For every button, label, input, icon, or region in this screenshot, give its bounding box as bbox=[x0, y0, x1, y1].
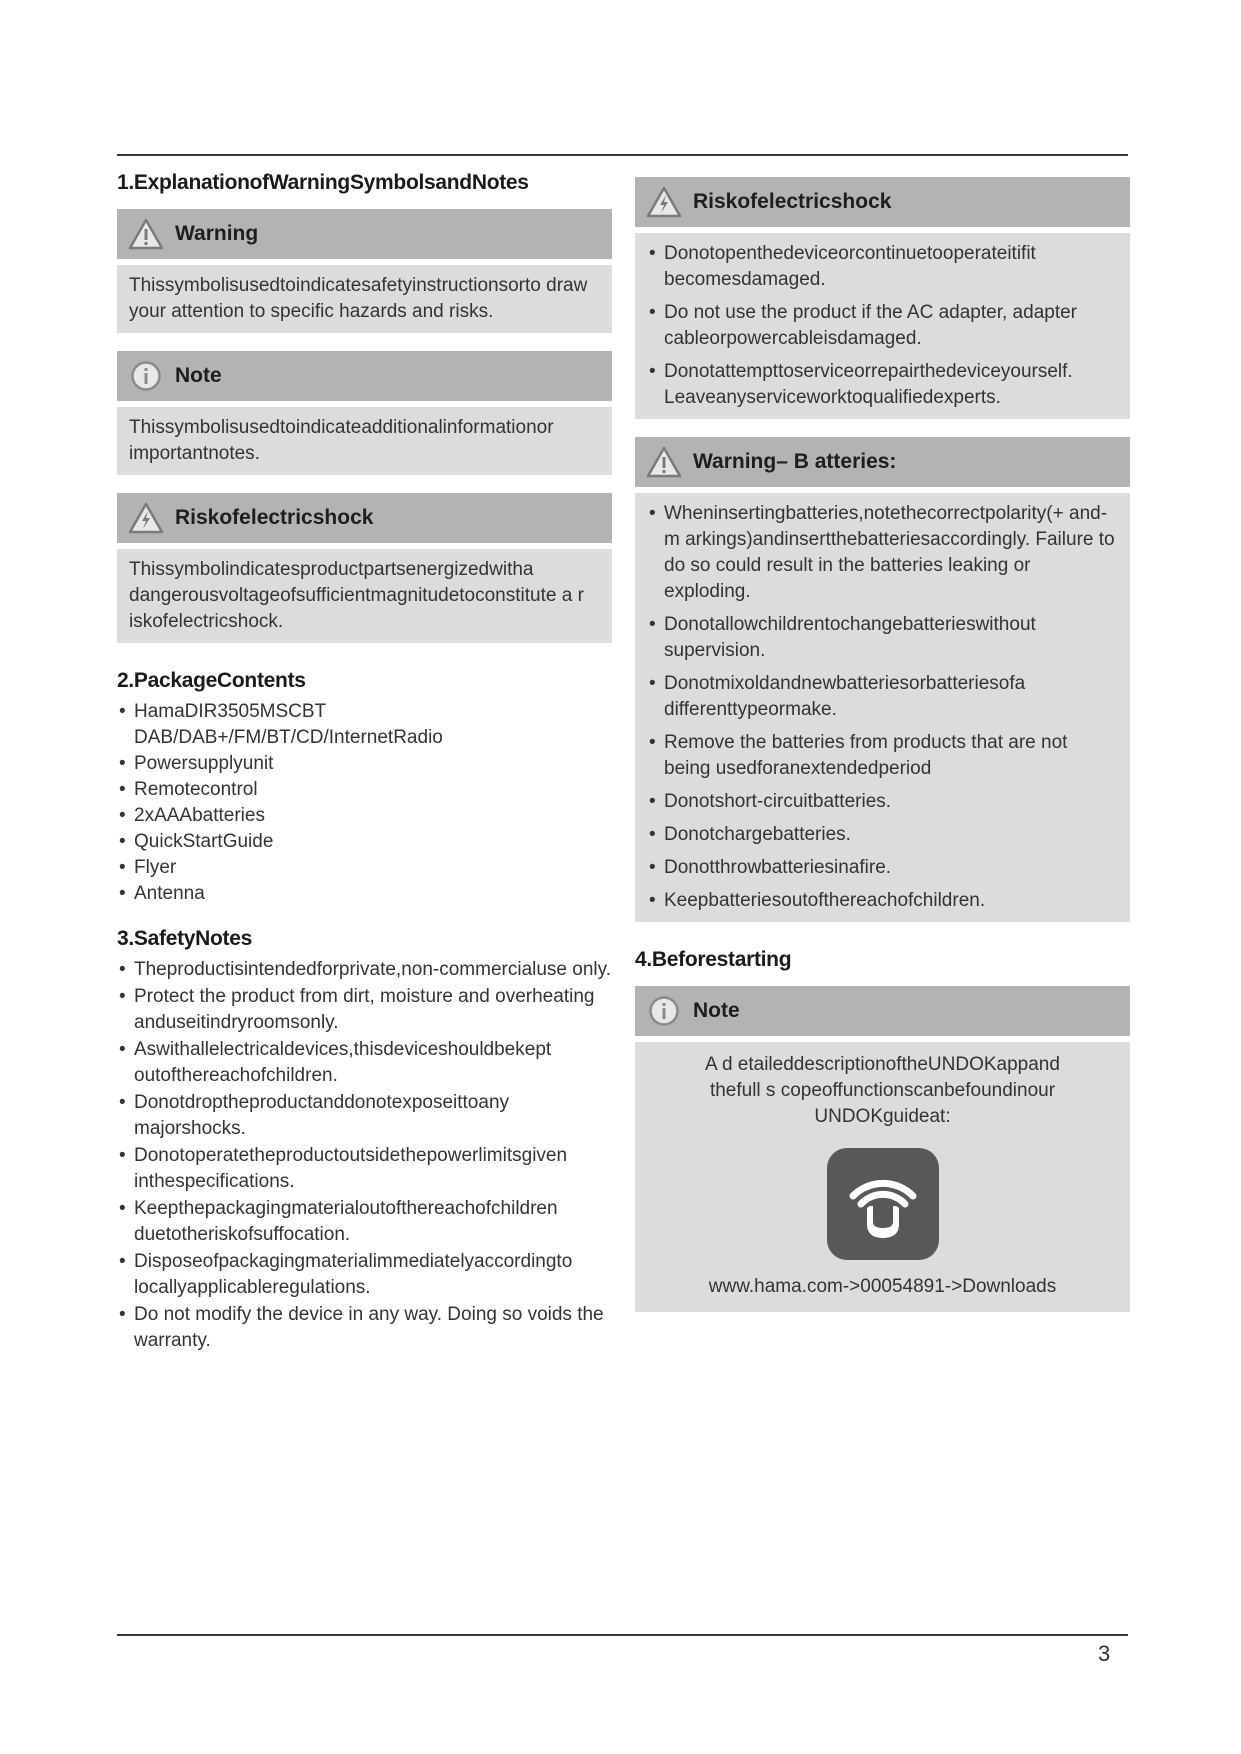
warning-box-title: Warning bbox=[175, 222, 259, 245]
shock-box-text: Thissymbolindicatesproductpartsenergizedwitha dangerousvoltageofsufficientmagnitudetoconstitute a r iskofelectricshock. bbox=[117, 549, 612, 643]
info-circle-icon bbox=[645, 994, 683, 1028]
section-4-title: 4.Beforestarting bbox=[635, 948, 792, 971]
note-line: thefull s copeoffunctionscanbefoundinour bbox=[709, 1080, 1056, 1101]
shock-box-title: Riskofelectricshock bbox=[175, 506, 374, 529]
batteries-box-header bbox=[635, 437, 1130, 487]
list-item: • Powersupplyunit bbox=[117, 751, 612, 777]
right-shock-box-header bbox=[635, 177, 1130, 227]
battery-notes-list bbox=[647, 501, 1118, 914]
page-number: 3 bbox=[1098, 1641, 1111, 1666]
download-link[interactable]: www.hama.com->00054891->Downloads bbox=[708, 1276, 1057, 1297]
bottom-rule bbox=[117, 1634, 1128, 1636]
note-box-title: Note bbox=[175, 364, 222, 387]
list-item: • Remove the batteries from products that are not being usedforanextendedperiod bbox=[647, 730, 1118, 782]
list-item: • Remotecontrol bbox=[117, 777, 612, 803]
warning-box bbox=[117, 209, 612, 333]
info-circle-icon bbox=[127, 359, 165, 393]
package-contents-list bbox=[117, 699, 612, 907]
right-column bbox=[635, 177, 1130, 1312]
list-item: • QuickStartGuide bbox=[117, 829, 612, 855]
list-item: • Donotallowchildrentochangebatterieswithout supervision. bbox=[647, 612, 1118, 664]
shock-box-header bbox=[117, 493, 612, 543]
undok-app-icon bbox=[827, 1148, 939, 1260]
electric-shock-icon bbox=[645, 185, 683, 219]
list-item: • Wheninsertingbatteries,notethecorrectpolarity(+ and- m arkings)andinsertthebatteriesaccordingly. Failure to do so could result in the batteries leaking or exploding. bbox=[647, 501, 1118, 605]
warning-triangle-icon bbox=[645, 445, 683, 479]
left-column bbox=[117, 171, 612, 1355]
before-start-note-body bbox=[635, 1042, 1130, 1312]
before-start-note-header bbox=[635, 986, 1130, 1036]
list-item: • Aswithallelectricaldevices,thisdeviceshouldbekept outofthereachofchildren. bbox=[117, 1037, 612, 1089]
list-item: • 2xAAAbatteries bbox=[117, 803, 612, 829]
list-item: • Donotmixoldandnewbatteriesorbatteriesofa differenttypeormake. bbox=[647, 671, 1118, 723]
list-item: • Antenna bbox=[117, 881, 612, 907]
shock-notes-list bbox=[647, 241, 1118, 411]
note-line: A d etaileddescriptionoftheUNDOKappand bbox=[705, 1054, 1060, 1075]
batteries-box bbox=[635, 437, 1130, 922]
section-3-title: 3.SafetyNotes bbox=[117, 927, 252, 950]
right-shock-box-title: Riskofelectricshock bbox=[693, 190, 892, 213]
batteries-box-title: Warning– B atteries: bbox=[693, 450, 897, 473]
right-shock-box-body bbox=[635, 233, 1130, 419]
before-start-note-title: Note bbox=[693, 999, 740, 1022]
list-item: • Theproductisintendedforprivate,non-commercialuse only. bbox=[117, 957, 612, 983]
list-item: • Flyer bbox=[117, 855, 612, 881]
batteries-box-body bbox=[635, 493, 1130, 922]
electric-shock-icon bbox=[127, 501, 165, 535]
right-shock-box bbox=[635, 177, 1130, 419]
shock-box bbox=[117, 493, 612, 643]
list-item: • Donotshort-circuitbatteries. bbox=[647, 789, 1118, 815]
list-item: • Do not use the product if the AC adapter, adapter cableorpowercableisdamaged. bbox=[647, 300, 1118, 352]
list-item: • Protect the product from dirt, moisture and overheating anduseitindryroomsonly. bbox=[117, 984, 612, 1036]
section-2-title: 2.PackageContents bbox=[117, 669, 306, 692]
list-item: • Keepbatteriesoutofthereachofchildren. bbox=[647, 888, 1118, 914]
list-item: • Donotdroptheproductanddonotexposeittoany majorshocks. bbox=[117, 1090, 612, 1142]
list-item: • HamaDIR3505MSCBT DAB/DAB+/FM/BT/CD/InternetRadio bbox=[117, 699, 612, 751]
list-item: • Donotopenthedeviceorcontinuetooperateitifit becomesdamaged. bbox=[647, 241, 1118, 293]
list-item: • Disposeofpackagingmaterialimmediatelyaccordingto locallyapplicableregulations. bbox=[117, 1249, 612, 1301]
warning-box-header bbox=[117, 209, 612, 259]
list-item: • Do not modify the device in any way. Doing so voids the warranty. bbox=[117, 1302, 612, 1354]
list-item: • Donotthrowbatteriesinafire. bbox=[647, 855, 1118, 881]
note-box-text: Thissymbolisusedtoindicateadditionalinformationor importantnotes. bbox=[117, 407, 612, 475]
warning-box-text: Thissymbolisusedtoindicatesafetyinstructionsorto draw your attention to specific hazards and risks. bbox=[117, 265, 612, 333]
list-item: • Donotchargebatteries. bbox=[647, 822, 1118, 848]
list-item: • Donotoperatetheproductoutsidethepowerlimitsgiven inthespecifications. bbox=[117, 1143, 612, 1195]
note-box-header bbox=[117, 351, 612, 401]
note-line: UNDOKguideat: bbox=[814, 1106, 951, 1127]
safety-notes-list bbox=[117, 957, 612, 1354]
top-rule bbox=[117, 154, 1128, 156]
warning-triangle-icon bbox=[127, 217, 165, 251]
section-1-title: 1.ExplanationofWarningSymbolsandNotes bbox=[117, 171, 529, 194]
list-item: • Keepthepackagingmaterialoutofthereachofchildren duetotheriskofsuffocation. bbox=[117, 1196, 612, 1248]
note-box bbox=[117, 351, 612, 475]
before-start-note-box bbox=[635, 986, 1130, 1312]
list-item: • Donotattempttoserviceorrepairthedeviceyourself. Leaveanyserviceworktoqualifiedexperts. bbox=[647, 359, 1118, 411]
